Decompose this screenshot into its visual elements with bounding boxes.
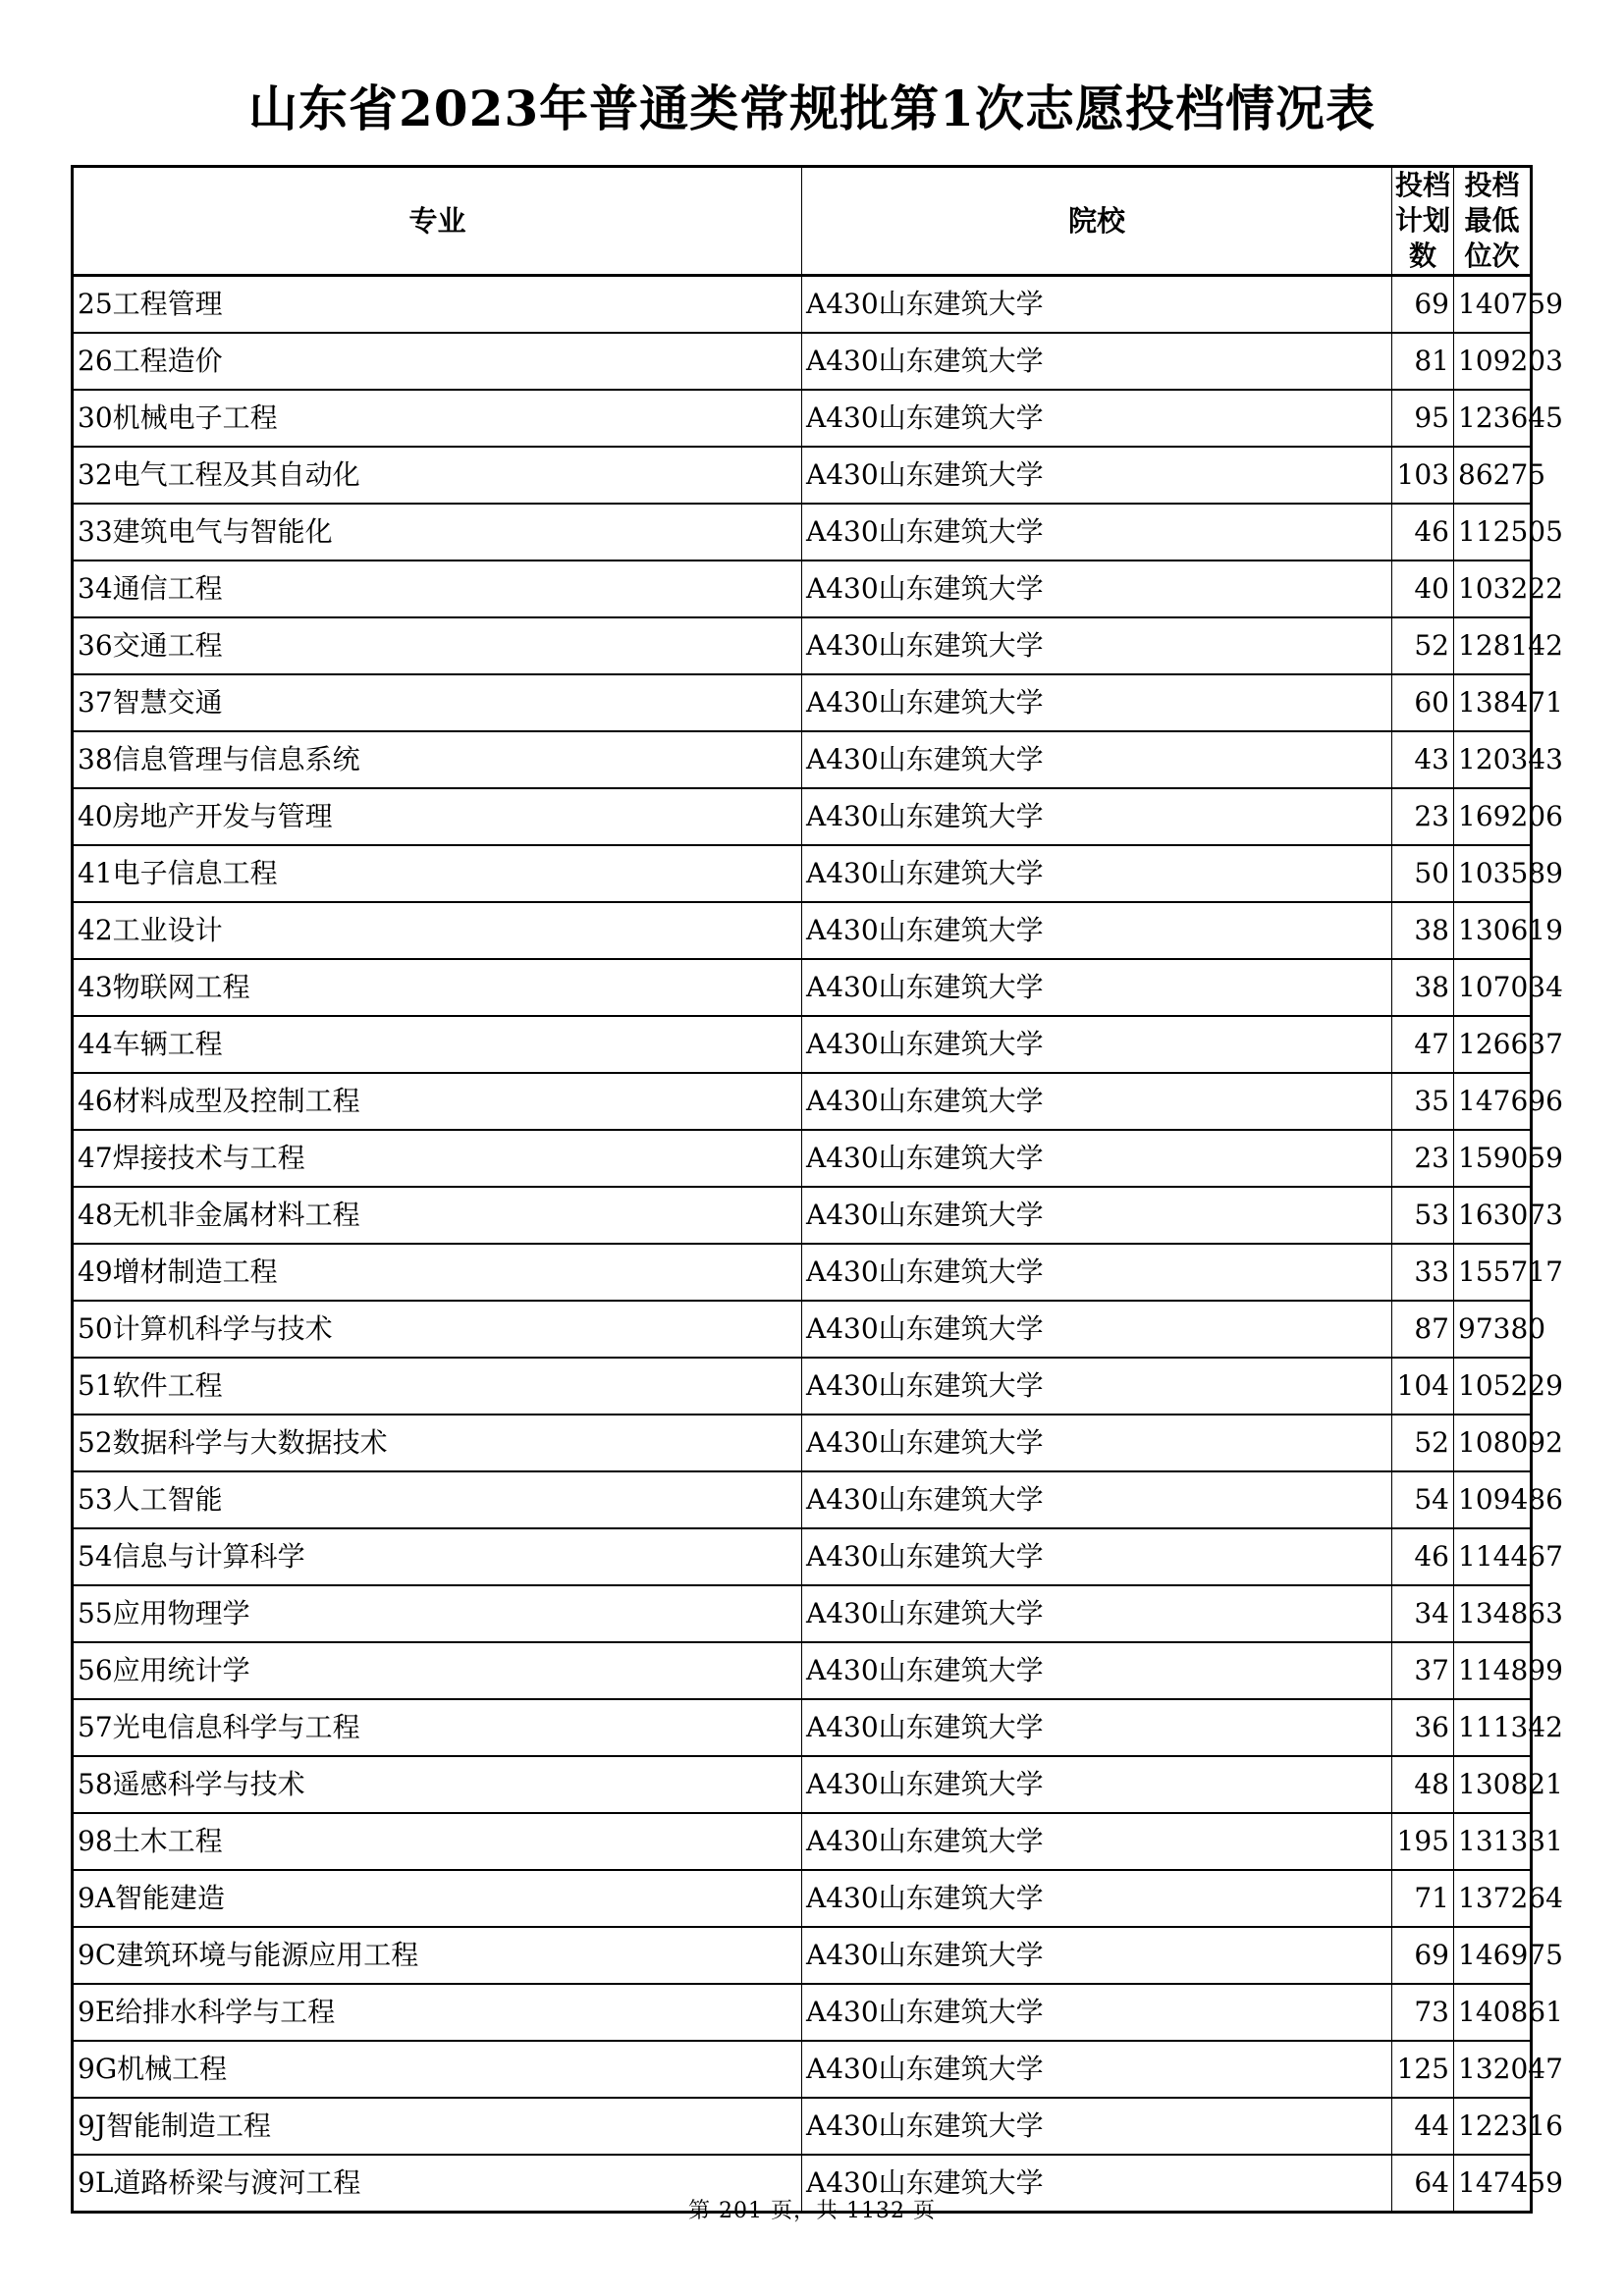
admissions-table	[71, 165, 1563, 2214]
cell-major: 9E给排水科学与工程	[73, 1984, 802, 2041]
cell-school: A430山东建筑大学	[802, 1130, 1392, 1187]
cell-school: A430山东建筑大学	[802, 1016, 1392, 1073]
cell-major: 40房地产开发与管理	[73, 788, 802, 845]
cell-major: 43物联网工程	[73, 959, 802, 1016]
table-row	[73, 1358, 1532, 1415]
cell-plan: 60	[1392, 674, 1454, 731]
page-title: 山东省2023年普通类常规批第1次志愿投档情况表	[248, 80, 1376, 137]
cell-plan: 104	[1392, 1358, 1454, 1415]
cell-plan: 38	[1392, 959, 1454, 1016]
cell-school: A430山东建筑大学	[802, 959, 1392, 1016]
cell-school: A430山东建筑大学	[802, 1244, 1392, 1301]
table-row	[73, 1244, 1532, 1301]
cell-major: 25工程管理	[73, 276, 802, 334]
cell-major: 42工业设计	[73, 902, 802, 959]
cell-school: A430山东建筑大学	[802, 731, 1392, 788]
cell-min-rank: 130619	[1454, 902, 1532, 959]
cell-school: A430山东建筑大学	[802, 390, 1392, 447]
table-row	[73, 504, 1532, 561]
cell-min-rank: 163073	[1454, 1187, 1532, 1244]
cell-plan: 23	[1392, 1130, 1454, 1187]
cell-min-rank: 122316	[1454, 2098, 1532, 2155]
cell-major: 44车辆工程	[73, 1016, 802, 1073]
cell-min-rank: 137264	[1454, 1870, 1532, 1927]
cell-plan: 87	[1392, 1301, 1454, 1358]
cell-major: 46材料成型及控制工程	[73, 1073, 802, 1130]
cell-min-rank: 140861	[1454, 1984, 1532, 2041]
cell-school: A430山东建筑大学	[802, 276, 1392, 334]
cell-min-rank: 126637	[1454, 1016, 1532, 1073]
table-row	[73, 276, 1532, 334]
table-row	[73, 1984, 1532, 2041]
table-row	[73, 1813, 1532, 1870]
cell-plan: 81	[1392, 333, 1454, 390]
cell-major: 98土木工程	[73, 1813, 802, 1870]
cell-plan: 71	[1392, 1870, 1454, 1927]
cell-plan: 23	[1392, 788, 1454, 845]
cell-plan: 125	[1392, 2041, 1454, 2098]
cell-school: A430山东建筑大学	[802, 1415, 1392, 1471]
cell-major: 58遥感科学与技术	[73, 1756, 802, 1813]
cell-min-rank: 155717	[1454, 1244, 1532, 1301]
cell-major: 50计算机科学与技术	[73, 1301, 802, 1358]
cell-school: A430山东建筑大学	[802, 1187, 1392, 1244]
cell-school: A430山东建筑大学	[802, 617, 1392, 674]
cell-school: A430山东建筑大学	[802, 2155, 1392, 2213]
cell-plan: 47	[1392, 1016, 1454, 1073]
header-min-rank: 投档最低位次	[1454, 167, 1532, 276]
cell-min-rank: 103589	[1454, 845, 1532, 902]
cell-major: 36交通工程	[73, 617, 802, 674]
cell-major: 33建筑电气与智能化	[73, 504, 802, 561]
cell-school: A430山东建筑大学	[802, 1984, 1392, 2041]
cell-min-rank: 109486	[1454, 1471, 1532, 1528]
table-row	[73, 1585, 1532, 1642]
cell-major: 55应用物理学	[73, 1585, 802, 1642]
cell-school: A430山东建筑大学	[802, 1471, 1392, 1528]
table-body	[73, 276, 1563, 2213]
cell-school: A430山东建筑大学	[802, 2041, 1392, 2098]
table-row	[73, 959, 1532, 1016]
cell-min-rank: 132047	[1454, 2041, 1532, 2098]
table-row	[73, 1528, 1532, 1585]
cell-school: A430山东建筑大学	[802, 1358, 1392, 1415]
cell-school: A430山东建筑大学	[802, 1870, 1392, 1927]
cell-min-rank: 114899	[1454, 1642, 1532, 1699]
cell-school: A430山东建筑大学	[802, 674, 1392, 731]
cell-major: 26工程造价	[73, 333, 802, 390]
table-row	[73, 447, 1532, 504]
cell-plan: 54	[1392, 1471, 1454, 1528]
cell-plan: 43	[1392, 731, 1454, 788]
table-row	[73, 2041, 1532, 2098]
cell-min-rank: 169206	[1454, 788, 1532, 845]
cell-plan: 37	[1392, 1642, 1454, 1699]
table-row	[73, 674, 1532, 731]
cell-plan: 69	[1392, 1927, 1454, 1984]
header-plan: 投档计划数	[1392, 167, 1454, 276]
cell-major: 41电子信息工程	[73, 845, 802, 902]
cell-major: 51软件工程	[73, 1358, 802, 1415]
cell-min-rank: 114467	[1454, 1528, 1532, 1585]
cell-min-rank: 109203	[1454, 333, 1532, 390]
cell-major: 53人工智能	[73, 1471, 802, 1528]
cell-major: 9G机械工程	[73, 2041, 802, 2098]
table-row	[73, 1016, 1532, 1073]
cell-school: A430山东建筑大学	[802, 902, 1392, 959]
cell-major: 56应用统计学	[73, 1642, 802, 1699]
cell-min-rank: 105229	[1454, 1358, 1532, 1415]
table-row	[73, 845, 1532, 902]
cell-plan: 40	[1392, 561, 1454, 617]
cell-major: 49增材制造工程	[73, 1244, 802, 1301]
cell-min-rank: 140759	[1454, 276, 1532, 334]
table-row	[73, 1699, 1532, 1756]
cell-plan: 195	[1392, 1813, 1454, 1870]
cell-major: 37智慧交通	[73, 674, 802, 731]
cell-min-rank: 131331	[1454, 1813, 1532, 1870]
cell-min-rank: 86275	[1454, 447, 1532, 504]
cell-school: A430山东建筑大学	[802, 333, 1392, 390]
cell-min-rank: 128142	[1454, 617, 1532, 674]
table-row	[73, 788, 1532, 845]
cell-major: 38信息管理与信息系统	[73, 731, 802, 788]
page-footer: 第 201 页，共 1132 页	[688, 2199, 936, 2223]
table-row	[73, 1130, 1532, 1187]
cell-min-rank: 111342	[1454, 1699, 1532, 1756]
table-row	[73, 617, 1532, 674]
cell-school: A430山东建筑大学	[802, 845, 1392, 902]
cell-school: A430山东建筑大学	[802, 1699, 1392, 1756]
cell-major: 30机械电子工程	[73, 390, 802, 447]
cell-major: 52数据科学与大数据技术	[73, 1415, 802, 1471]
cell-school: A430山东建筑大学	[802, 1813, 1392, 1870]
cell-min-rank: 107034	[1454, 959, 1532, 1016]
table-row	[73, 902, 1532, 959]
cell-min-rank: 130821	[1454, 1756, 1532, 1813]
cell-min-rank: 147459	[1454, 2155, 1532, 2213]
cell-plan: 46	[1392, 1528, 1454, 1585]
cell-school: A430山东建筑大学	[802, 788, 1392, 845]
cell-min-rank: 146975	[1454, 1927, 1532, 1984]
cell-plan: 95	[1392, 390, 1454, 447]
cell-major: 9L道路桥梁与渡河工程	[73, 2155, 802, 2213]
table-row	[73, 1471, 1532, 1528]
cell-school: A430山东建筑大学	[802, 1528, 1392, 1585]
cell-school: A430山东建筑大学	[802, 1642, 1392, 1699]
cell-min-rank: 138471	[1454, 674, 1532, 731]
header-major: 专业	[73, 167, 802, 276]
cell-school: A430山东建筑大学	[802, 504, 1392, 561]
cell-plan: 50	[1392, 845, 1454, 902]
table-row	[73, 2098, 1532, 2155]
cell-plan: 69	[1392, 276, 1454, 334]
cell-school: A430山东建筑大学	[802, 1073, 1392, 1130]
cell-plan: 48	[1392, 1756, 1454, 1813]
cell-min-rank: 147696	[1454, 1073, 1532, 1130]
table-row	[73, 731, 1532, 788]
table-row	[73, 1187, 1532, 1244]
cell-major: 9C建筑环境与能源应用工程	[73, 1927, 802, 1984]
cell-plan: 52	[1392, 1415, 1454, 1471]
cell-plan: 52	[1392, 617, 1454, 674]
cell-major: 9J智能制造工程	[73, 2098, 802, 2155]
cell-min-rank: 112505	[1454, 504, 1532, 561]
cell-school: A430山东建筑大学	[802, 561, 1392, 617]
table-row	[73, 1073, 1532, 1130]
cell-min-rank: 134863	[1454, 1585, 1532, 1642]
cell-min-rank: 97380	[1454, 1301, 1532, 1358]
header-school: 院校	[802, 167, 1392, 276]
table-row	[73, 561, 1532, 617]
cell-plan: 64	[1392, 2155, 1454, 2213]
table-row	[73, 390, 1532, 447]
table-header-row	[73, 167, 1532, 276]
cell-plan: 34	[1392, 1585, 1454, 1642]
table-row	[73, 1870, 1532, 1927]
cell-plan: 44	[1392, 2098, 1454, 2155]
cell-min-rank: 159059	[1454, 1130, 1532, 1187]
cell-major: 9A智能建造	[73, 1870, 802, 1927]
cell-major: 34通信工程	[73, 561, 802, 617]
cell-plan: 33	[1392, 1244, 1454, 1301]
cell-school: A430山东建筑大学	[802, 1927, 1392, 1984]
cell-major: 48无机非金属材料工程	[73, 1187, 802, 1244]
cell-plan: 53	[1392, 1187, 1454, 1244]
cell-school: A430山东建筑大学	[802, 1756, 1392, 1813]
cell-school: A430山东建筑大学	[802, 2098, 1392, 2155]
cell-school: A430山东建筑大学	[802, 1585, 1392, 1642]
cell-major: 47焊接技术与工程	[73, 1130, 802, 1187]
cell-plan: 38	[1392, 902, 1454, 959]
table-row	[73, 1642, 1532, 1699]
table-row	[73, 1756, 1532, 1813]
cell-plan: 73	[1392, 1984, 1454, 2041]
table-row	[73, 1927, 1532, 1984]
cell-plan: 103	[1392, 447, 1454, 504]
cell-plan: 46	[1392, 504, 1454, 561]
table-row	[73, 1301, 1532, 1358]
cell-major: 54信息与计算科学	[73, 1528, 802, 1585]
cell-school: A430山东建筑大学	[802, 1301, 1392, 1358]
cell-plan: 36	[1392, 1699, 1454, 1756]
cell-major: 57光电信息科学与工程	[73, 1699, 802, 1756]
cell-min-rank: 108092	[1454, 1415, 1532, 1471]
cell-min-rank: 123645	[1454, 390, 1532, 447]
cell-min-rank: 103222	[1454, 561, 1532, 617]
table-row	[73, 1415, 1532, 1471]
cell-major: 32电气工程及其自动化	[73, 447, 802, 504]
cell-min-rank: 120343	[1454, 731, 1532, 788]
table-row	[73, 333, 1532, 390]
cell-school: A430山东建筑大学	[802, 447, 1392, 504]
cell-plan: 35	[1392, 1073, 1454, 1130]
